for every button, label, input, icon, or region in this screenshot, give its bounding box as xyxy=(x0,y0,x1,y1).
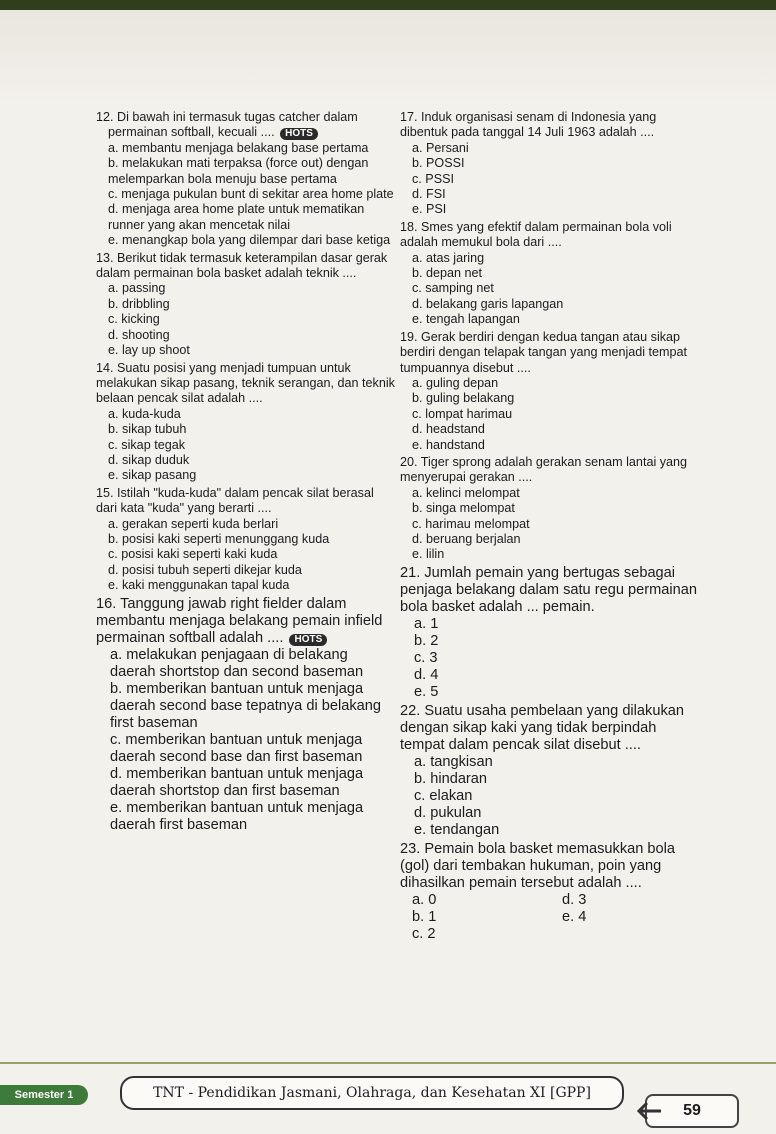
q13-option-c: c. kicking xyxy=(108,312,160,327)
q15-stem: 15. Istilah "kuda-kuda" dalam pencak silat berasal dari kata "kuda" yang berarti .... xyxy=(96,485,374,516)
q22-option-e: e. tendangan xyxy=(414,821,500,838)
question-21 xyxy=(400,565,700,701)
arrow-left-icon xyxy=(633,1099,663,1134)
q22-option-d: d. pukulan xyxy=(414,804,482,821)
semester-tab: Semester 1 xyxy=(0,1085,88,1105)
q18-option-d: d. belakang garis lapangan xyxy=(412,296,564,311)
page-number: 59 xyxy=(683,1102,701,1119)
q13-option-a: a. passing xyxy=(108,281,166,296)
q19-option-b: b. guling belakang xyxy=(412,391,515,406)
question-13 xyxy=(96,251,396,359)
q22-stem: 22. Suatu usaha pembelaan yang dilakukan dengan sikap kaki yang tidak berpindah tempat dalam pencak silat disebut .... xyxy=(400,702,684,753)
page-top-shade xyxy=(0,10,776,105)
q22-option-a: a. tangkisan xyxy=(414,753,493,770)
q13-option-d: d. shooting xyxy=(108,327,170,342)
question-20 xyxy=(400,455,700,563)
q21-option-b: b. 2 xyxy=(414,632,439,649)
q12-option-e: e. menangkap bola yang dilempar dari base ketiga xyxy=(108,233,391,248)
q18-option-c: c. samping net xyxy=(412,281,494,296)
question-14 xyxy=(96,361,396,484)
question-18 xyxy=(400,220,700,328)
q15-option-a: a. gerakan seperti kuda berlari xyxy=(108,516,279,531)
q20-option-d: d. beruang berjalan xyxy=(412,531,521,546)
question-16 xyxy=(96,596,396,834)
q14-option-a: a. kuda-kuda xyxy=(108,406,181,421)
q18-option-e: e. tengah lapangan xyxy=(412,312,520,327)
q12-option-a: a. membantu menjaga belakang base pertama xyxy=(108,140,369,155)
q23-option-b: b. 1 xyxy=(412,908,437,925)
q16-option-d: d. memberikan bantuan untuk menjaga daerah shortstop dan first baseman xyxy=(110,765,364,799)
q16-option-c: c. memberikan bantuan untuk menjaga daerah second base dan first baseman xyxy=(110,731,363,765)
q12-option-d: d. menjaga area home plate untuk mematikan runner yang akan mencetak nilai xyxy=(108,202,365,232)
q14-option-b: b. sikap tubuh xyxy=(108,422,187,437)
question-23 xyxy=(400,841,700,943)
q12-option-b: b. melakukan mati terpaksa (force out) dengan melemparkan bola menuju base pertama xyxy=(108,156,369,186)
q14-stem: 14. Suatu posisi yang menjadi tumpuan untuk melakukan sikap pasang, teknik serangan, dan teknik belaan pencak silat adalah .... xyxy=(96,360,395,406)
q20-option-c: c. harimau melompat xyxy=(412,516,530,531)
q15-option-e: e. kaki menggunakan tapal kuda xyxy=(108,578,290,593)
question-19 xyxy=(400,330,700,453)
q23-option-e: e. 4 xyxy=(562,908,587,925)
question-17 xyxy=(400,110,700,218)
q19-stem: 19. Gerak berdiri dengan kedua tangan atau sikap berdiri dengan telapak tangan yang menjadi tempat tumpuannya disebut .... xyxy=(400,329,688,375)
q21-option-c: c. 3 xyxy=(414,649,438,666)
left-column xyxy=(96,110,396,836)
q12-option-c: c. menjaga pukulan bunt di sekitar area home plate xyxy=(108,187,394,202)
q15-option-c: c. posisi kaki seperti kaki kuda xyxy=(108,547,278,562)
hots-badge: HOTS xyxy=(280,128,318,140)
q19-option-a: a. guling depan xyxy=(412,375,499,390)
q14-option-d: d. sikap duduk xyxy=(108,452,190,467)
q17-option-e: e. PSI xyxy=(412,202,447,217)
q18-option-a: a. atas jaring xyxy=(412,250,485,265)
q21-option-e: e. 5 xyxy=(414,683,439,700)
q16-option-b: b. memberikan bantuan untuk menjaga daerah second base tepatnya di belakang first baseman xyxy=(110,680,382,731)
question-22 xyxy=(400,703,700,839)
q16-option-a: a. melakukan penjagaan di belakang daerah shortstop dan second baseman xyxy=(110,646,364,680)
q17-option-c: c. PSSI xyxy=(412,171,454,186)
q15-option-d: d. posisi tubuh seperti dikejar kuda xyxy=(108,562,302,577)
q16-option-e: e. memberikan bantuan untuk menjaga daerah first baseman xyxy=(110,799,364,833)
q17-option-d: d. FSI xyxy=(412,187,446,202)
q14-option-c: c. sikap tegak xyxy=(108,437,186,452)
q14-option-e: e. sikap pasang xyxy=(108,468,197,483)
worksheet-page xyxy=(0,10,776,1134)
q22-option-c: c. elakan xyxy=(414,787,473,804)
question-15 xyxy=(96,486,396,594)
q19-option-d: d. headstand xyxy=(412,422,485,437)
q12-stem-1: 12. Di bawah ini termasuk tugas catcher dalam xyxy=(96,110,358,124)
q21-stem: 21. Jumlah pemain yang bertugas sebagai penjaga belakang dalam satu regu permainan bola basket adalah ... pemain. xyxy=(400,564,697,615)
q19-option-e: e. handstand xyxy=(412,437,485,452)
q23-option-d: d. 3 xyxy=(562,891,587,908)
q21-option-a: a. 1 xyxy=(414,615,439,632)
q20-stem: 20. Tiger sprong adalah gerakan senam lantai yang menyerupai gerakan .... xyxy=(400,454,688,485)
q20-option-a: a. kelinci melompat xyxy=(412,485,520,500)
q22-option-b: b. hindaran xyxy=(414,770,488,787)
footer-divider xyxy=(0,1062,776,1064)
question-12 xyxy=(96,110,396,249)
q13-option-b: b. dribbling xyxy=(108,296,170,311)
q15-option-b: b. posisi kaki seperti menunggang kuda xyxy=(108,531,330,546)
q17-stem: 17. Induk organisasi senam di Indonesia yang dibentuk pada tanggal 14 Juli 1963 adalah .... xyxy=(400,110,657,140)
q19-option-c: c. lompat harimau xyxy=(412,406,513,421)
q13-option-e: e. lay up shoot xyxy=(108,343,190,358)
q23-option-a: a. 0 xyxy=(412,891,437,908)
q13-stem: 13. Berikut tidak termasuk keterampilan dasar gerak dalam permainan bola basket adalah teknik .... xyxy=(96,250,388,281)
q12-stem-2: permainan softball, kecuali .... xyxy=(108,125,275,140)
right-column xyxy=(400,110,700,945)
q18-option-b: b. depan net xyxy=(412,266,483,281)
q23-option-c: c. 2 xyxy=(412,925,436,942)
page-number-box xyxy=(645,1094,739,1128)
book-title: TNT - Pendidikan Jasmani, Olahraga, dan Kesehatan XI [GPP] xyxy=(120,1076,624,1110)
hots-badge: HOTS xyxy=(289,634,327,646)
q20-option-e: e. lilin xyxy=(412,547,445,562)
q16-stem: 16. Tanggung jawab right fielder dalam membantu menjaga belakang pemain infield permainan softball adalah .... xyxy=(96,595,383,646)
q23-stem: 23. Pemain bola basket memasukkan bola (gol) dari tembakan hukuman, poin yang dihasilkan pemain tersebut adalah .... xyxy=(400,840,676,891)
q18-stem: 18. Smes yang efektif dalam permainan bola voli adalah memukul bola dari .... xyxy=(400,219,672,250)
q20-option-b: b. singa melompat xyxy=(412,501,515,516)
q21-option-d: d. 4 xyxy=(414,666,439,683)
q17-option-b: b. POSSI xyxy=(412,156,465,171)
q17-option-a: a. Persani xyxy=(412,140,469,155)
